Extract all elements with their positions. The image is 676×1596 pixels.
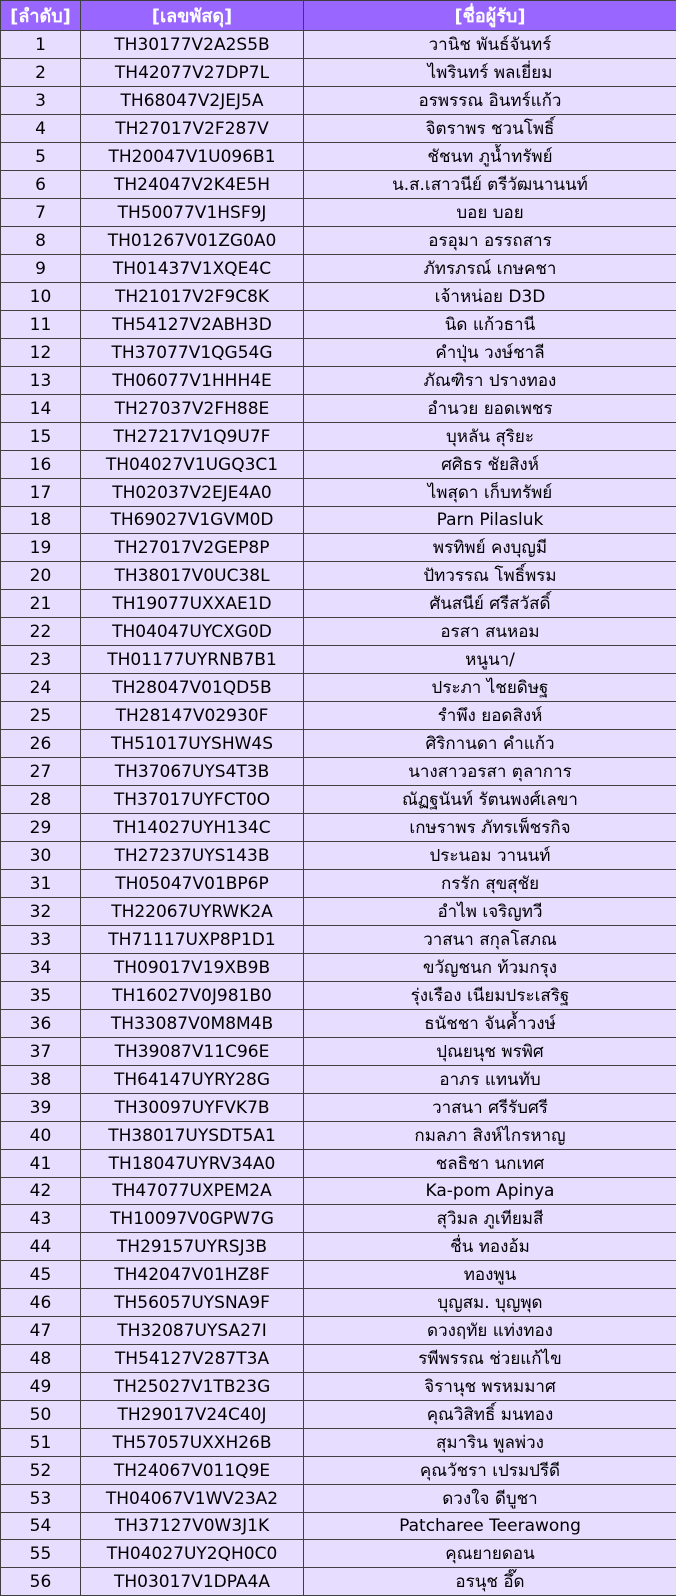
recipient-name-cell: Patcharee Teerawong — [304, 1513, 676, 1540]
order-number-cell: 25 — [1, 702, 81, 730]
recipient-name-cell: ปุณยนุช พรพิศ — [304, 1038, 676, 1066]
recipient-name-cell: ขวัญชนก ท้วมกรุง — [304, 954, 676, 982]
table-row — [1, 926, 676, 954]
order-number-cell: 52 — [1, 1457, 81, 1485]
recipient-name-cell: เจ้าหน่อย D3D — [304, 283, 676, 311]
order-number-cell: 3 — [1, 87, 81, 115]
tracking-number-cell: TH38017V0UC38L — [81, 562, 304, 590]
table-row — [1, 590, 676, 618]
table-row — [1, 479, 676, 507]
table-row — [1, 1150, 676, 1178]
table-row — [1, 311, 676, 339]
tracking-number-cell: TH54127V287T3A — [81, 1345, 304, 1373]
table-row — [1, 87, 676, 115]
tracking-number-cell: TH29017V24C40J — [81, 1401, 304, 1429]
tracking-number-cell: TH27017V2GEP8P — [81, 534, 304, 562]
table-row — [1, 1233, 676, 1261]
order-number-cell: 45 — [1, 1261, 81, 1289]
recipient-name-cell: Parn Pilasluk — [304, 507, 676, 534]
order-number-cell: 46 — [1, 1289, 81, 1317]
table-row — [1, 59, 676, 87]
order-number-cell: 36 — [1, 1010, 81, 1038]
table-row — [1, 842, 676, 870]
tracking-number-cell: TH27217V1Q9U7F — [81, 423, 304, 451]
tracking-number-cell: TH03017V1DPA4A — [81, 1568, 304, 1596]
table-row — [1, 451, 676, 479]
order-number-cell: 53 — [1, 1485, 81, 1513]
table-row — [1, 31, 676, 59]
order-number-cell: 11 — [1, 311, 81, 339]
header-order-number: [ลำดับ] — [1, 1, 81, 31]
order-number-cell: 8 — [1, 227, 81, 255]
order-number-cell: 19 — [1, 534, 81, 562]
tracking-number-cell: TH37067UYS4T3B — [81, 758, 304, 786]
tracking-number-cell: TH16027V0J981B0 — [81, 982, 304, 1010]
recipient-name-cell: ดวงฤทัย แท่งทอง — [304, 1317, 676, 1345]
recipient-name-cell: วาสนา สกุลโสภณ — [304, 926, 676, 954]
table-row — [1, 367, 676, 395]
table-row — [1, 1373, 676, 1401]
tracking-number-cell: TH50077V1HSF9J — [81, 199, 304, 227]
table-row — [1, 646, 676, 674]
table-row — [1, 1457, 676, 1485]
tracking-number-cell: TH37017UYFCT0O — [81, 786, 304, 814]
tracking-number-cell: TH37077V1QG54G — [81, 339, 304, 367]
order-number-cell: 40 — [1, 1122, 81, 1150]
table-row — [1, 534, 676, 562]
recipient-name-cell: อาภร แทนทับ — [304, 1066, 676, 1094]
table-row — [1, 1122, 676, 1150]
order-number-cell: 32 — [1, 898, 81, 926]
order-number-cell: 42 — [1, 1178, 81, 1205]
recipient-name-cell: บอย บอย — [304, 199, 676, 227]
table-row — [1, 618, 676, 646]
order-number-cell: 50 — [1, 1401, 81, 1429]
tracking-number-cell: TH47077UXPEM2A — [81, 1178, 304, 1205]
recipient-name-cell: ภัณฑิรา ปรางทอง — [304, 367, 676, 395]
order-number-cell: 34 — [1, 954, 81, 982]
order-number-cell: 35 — [1, 982, 81, 1010]
recipient-name-cell: รพีพรรณ ช่วยแก้ไข — [304, 1345, 676, 1373]
recipient-name-cell: ประนอม วานนท์ — [304, 842, 676, 870]
recipient-name-cell: กรรัก สุขสุชัย — [304, 870, 676, 898]
tracking-number-cell: TH68047V2JEJ5A — [81, 87, 304, 115]
tracking-number-cell: TH56057UYSNA9F — [81, 1289, 304, 1317]
order-number-cell: 51 — [1, 1429, 81, 1457]
tracking-number-cell: TH18047UYRV34A0 — [81, 1150, 304, 1178]
table-row — [1, 954, 676, 982]
order-number-cell: 44 — [1, 1233, 81, 1261]
order-number-cell: 17 — [1, 479, 81, 507]
table-row — [1, 1261, 676, 1289]
tracking-number-cell: TH25027V1TB23G — [81, 1373, 304, 1401]
table-row — [1, 870, 676, 898]
tracking-number-cell: TH69027V1GVM0D — [81, 507, 304, 534]
recipient-name-cell: รุ่งเรือง เนียมประเสริฐ — [304, 982, 676, 1010]
order-number-cell: 21 — [1, 590, 81, 618]
table-row — [1, 1513, 676, 1540]
order-number-cell: 55 — [1, 1540, 81, 1568]
tracking-number-cell: TH30097UYFVK7B — [81, 1094, 304, 1122]
table-row — [1, 227, 676, 255]
table-header — [1, 1, 676, 31]
recipient-name-cell: ศศิธร ชัยสิงห์ — [304, 451, 676, 479]
recipient-name-cell: รำพึง ยอดสิงห์ — [304, 702, 676, 730]
table-row — [1, 283, 676, 311]
recipient-name-cell: สุมาริน พูลพ่วง — [304, 1429, 676, 1457]
tracking-number-cell: TH04067V1WV23A2 — [81, 1485, 304, 1513]
recipient-name-cell: วาสนา ศรีรับศรี — [304, 1094, 676, 1122]
recipient-name-cell: ศิริกานดา คำแก้ว — [304, 730, 676, 758]
recipient-name-cell: หนูนา/ — [304, 646, 676, 674]
table-row — [1, 199, 676, 227]
tracking-number-cell: TH28047V01QD5B — [81, 674, 304, 702]
order-number-cell: 38 — [1, 1066, 81, 1094]
recipient-name-cell: อรอุมา อรรถสาร — [304, 227, 676, 255]
tracking-number-cell: TH39087V11C96E — [81, 1038, 304, 1066]
order-number-cell: 13 — [1, 367, 81, 395]
table-row — [1, 562, 676, 590]
recipient-name-cell: อำนวย ยอดเพชร — [304, 395, 676, 423]
order-number-cell: 48 — [1, 1345, 81, 1373]
table-row — [1, 1429, 676, 1457]
table-row — [1, 1010, 676, 1038]
recipient-name-cell: บุญสม. บุญพุด — [304, 1289, 676, 1317]
table-row — [1, 730, 676, 758]
tracking-number-cell: TH32087UYSA27I — [81, 1317, 304, 1345]
tracking-number-cell: TH51017UYSHW4S — [81, 730, 304, 758]
recipient-name-cell: นิด แก้วธานี — [304, 311, 676, 339]
tracking-number-cell: TH29157UYRSJ3B — [81, 1233, 304, 1261]
table-row — [1, 674, 676, 702]
tracking-number-cell: TH10097V0GPW7G — [81, 1205, 304, 1233]
table-row — [1, 1289, 676, 1317]
table-row — [1, 143, 676, 171]
order-number-cell: 47 — [1, 1317, 81, 1345]
order-number-cell: 37 — [1, 1038, 81, 1066]
table-row — [1, 786, 676, 814]
recipient-name-cell: ไพรินทร์ พลเยี่ยม — [304, 59, 676, 87]
order-number-cell: 54 — [1, 1513, 81, 1540]
recipient-name-cell: คุณวัชรา เปรมปรีดี — [304, 1457, 676, 1485]
order-number-cell: 16 — [1, 451, 81, 479]
header-tracking-number: [เลขพัสดุ] — [81, 1, 304, 31]
order-number-cell: 12 — [1, 339, 81, 367]
recipient-name-cell: คุณวิสิทธิ์ มนทอง — [304, 1401, 676, 1429]
tracking-number-cell: TH42077V27DP7L — [81, 59, 304, 87]
recipient-name-cell: ปัทวรรณ โพธิ์พรม — [304, 562, 676, 590]
order-number-cell: 49 — [1, 1373, 81, 1401]
recipient-name-cell: สุวิมล ภูเทียมสี — [304, 1205, 676, 1233]
recipient-name-cell: ภัทรภรณ์ เกษคชา — [304, 255, 676, 283]
recipient-name-cell: ชัชนท ภูน้ำทรัพย์ — [304, 143, 676, 171]
header-row — [1, 1, 676, 31]
tracking-number-cell: TH04027V1UGQ3C1 — [81, 451, 304, 479]
table-row — [1, 255, 676, 283]
order-number-cell: 20 — [1, 562, 81, 590]
recipient-name-cell: อรสา สนหอม — [304, 618, 676, 646]
table-row — [1, 814, 676, 842]
tracking-number-cell: TH20047V1U096B1 — [81, 143, 304, 171]
recipient-name-cell: คำปุ่น วงษ์ชาลี — [304, 339, 676, 367]
tracking-number-cell: TH71117UXP8P1D1 — [81, 926, 304, 954]
recipient-name-cell: ณัฏฐนันท์ รัตนพงศ์เลขา — [304, 786, 676, 814]
recipient-name-cell: ธนัชชา จันค้ำวงษ์ — [304, 1010, 676, 1038]
table-row — [1, 423, 676, 451]
recipient-name-cell: อำไพ เจริญทวี — [304, 898, 676, 926]
tracking-number-cell: TH01267V01ZG0A0 — [81, 227, 304, 255]
order-number-cell: 5 — [1, 143, 81, 171]
order-number-cell: 15 — [1, 423, 81, 451]
order-number-cell: 23 — [1, 646, 81, 674]
recipient-name-cell: อรพรรณ อินทร์แก้ว — [304, 87, 676, 115]
recipient-name-cell: บุหลัน สุริยะ — [304, 423, 676, 451]
table-row — [1, 1038, 676, 1066]
order-number-cell: 39 — [1, 1094, 81, 1122]
recipient-name-cell: นางสาวอรสา ตุลาการ — [304, 758, 676, 786]
order-number-cell: 41 — [1, 1150, 81, 1178]
table-row — [1, 702, 676, 730]
tracking-number-cell: TH33087V0M8M4B — [81, 1010, 304, 1038]
order-number-cell: 2 — [1, 59, 81, 87]
tracking-number-cell: TH06077V1HHH4E — [81, 367, 304, 395]
order-number-cell: 22 — [1, 618, 81, 646]
recipient-name-cell: ประภา ไชยดิษฐ — [304, 674, 676, 702]
tracking-number-cell: TH57057UXXH26B — [81, 1429, 304, 1457]
tracking-number-cell: TH01437V1XQE4C — [81, 255, 304, 283]
recipient-name-cell: ทองพูน — [304, 1261, 676, 1289]
order-number-cell: 30 — [1, 842, 81, 870]
order-number-cell: 27 — [1, 758, 81, 786]
recipient-name-cell: คุณยายดอน — [304, 1540, 676, 1568]
order-number-cell: 31 — [1, 870, 81, 898]
table-row — [1, 1485, 676, 1513]
recipient-name-cell: จิรานุช พรหมมาศ — [304, 1373, 676, 1401]
recipient-name-cell: ชื่น ทองอ้ม — [304, 1233, 676, 1261]
recipient-name-cell: จิตราพร ชวนโพธิ์ — [304, 115, 676, 143]
order-number-cell: 28 — [1, 786, 81, 814]
recipient-name-cell: อรนุช อึ๊ด — [304, 1568, 676, 1596]
table-row — [1, 1540, 676, 1568]
table-row — [1, 1094, 676, 1122]
order-number-cell: 1 — [1, 31, 81, 59]
table-row — [1, 1205, 676, 1233]
order-number-cell: 56 — [1, 1568, 81, 1596]
table-row — [1, 395, 676, 423]
recipient-name-cell: เกษราพร ภัทรเพ็ชรกิจ — [304, 814, 676, 842]
table-row — [1, 1401, 676, 1429]
order-number-cell: 18 — [1, 507, 81, 534]
order-number-cell: 33 — [1, 926, 81, 954]
tracking-number-cell: TH24067V011Q9E — [81, 1457, 304, 1485]
recipient-name-cell: ดวงใจ ดีบูชา — [304, 1485, 676, 1513]
header-recipient-name: [ชื่อผู้รับ] — [304, 1, 676, 31]
tracking-number-cell: TH09017V19XB9B — [81, 954, 304, 982]
tracking-number-cell: TH22067UYRWK2A — [81, 898, 304, 926]
tracking-number-cell: TH54127V2ABH3D — [81, 311, 304, 339]
tracking-number-cell: TH02037V2EJE4A0 — [81, 479, 304, 507]
recipient-name-cell: น.ส.เสาวนีย์ ตรีวัฒนานนท์ — [304, 171, 676, 199]
table-row — [1, 1345, 676, 1373]
tracking-number-cell: TH38017UYSDT5A1 — [81, 1122, 304, 1150]
tracking-number-cell: TH21017V2F9C8K — [81, 283, 304, 311]
table-row — [1, 1066, 676, 1094]
order-number-cell: 9 — [1, 255, 81, 283]
recipient-name-cell: พรทิพย์ คงบุญมี — [304, 534, 676, 562]
table-body — [1, 31, 676, 1596]
order-number-cell: 29 — [1, 814, 81, 842]
tracking-number-cell: TH30177V2A2S5B — [81, 31, 304, 59]
tracking-number-cell: TH27237UYS143B — [81, 842, 304, 870]
tracking-number-cell: TH24047V2K4E5H — [81, 171, 304, 199]
table-row — [1, 898, 676, 926]
order-number-cell: 6 — [1, 171, 81, 199]
recipient-name-cell: ศันสนีย์ ศรีสวัสดิ์ — [304, 590, 676, 618]
tracking-number-cell: TH27017V2F287V — [81, 115, 304, 143]
order-number-cell: 7 — [1, 199, 81, 227]
table-row — [1, 1178, 676, 1205]
recipient-name-cell: ชลธิชา นกเทศ — [304, 1150, 676, 1178]
table-row — [1, 982, 676, 1010]
order-number-cell: 26 — [1, 730, 81, 758]
table-row — [1, 115, 676, 143]
tracking-number-cell: TH64147UYRY28G — [81, 1066, 304, 1094]
tracking-number-cell: TH28147V02930F — [81, 702, 304, 730]
order-number-cell: 10 — [1, 283, 81, 311]
recipient-name-cell: ไพสุดา เก็บทรัพย์ — [304, 479, 676, 507]
order-number-cell: 43 — [1, 1205, 81, 1233]
tracking-number-cell: TH04027UY2QH0C0 — [81, 1540, 304, 1568]
table-row — [1, 507, 676, 534]
order-number-cell: 24 — [1, 674, 81, 702]
tracking-number-cell: TH19077UXXAE1D — [81, 590, 304, 618]
table-row — [1, 171, 676, 199]
order-number-cell: 4 — [1, 115, 81, 143]
tracking-number-cell: TH42047V01HZ8F — [81, 1261, 304, 1289]
tracking-number-cell: TH14027UYH134C — [81, 814, 304, 842]
table-row — [1, 339, 676, 367]
order-number-cell: 14 — [1, 395, 81, 423]
tracking-number-cell: TH27037V2FH88E — [81, 395, 304, 423]
tracking-number-cell: TH37127V0W3J1K — [81, 1513, 304, 1540]
tracking-number-cell: TH01177UYRNB7B1 — [81, 646, 304, 674]
tracking-number-cell: TH04047UYCXG0D — [81, 618, 304, 646]
recipient-name-cell: วานิช พันธ์จันทร์ — [304, 31, 676, 59]
recipient-name-cell: Ka-pom Apinya — [304, 1178, 676, 1205]
table-row — [1, 758, 676, 786]
tracking-number-cell: TH05047V01BP6P — [81, 870, 304, 898]
table-row — [1, 1317, 676, 1345]
recipient-name-cell: กมลภา สิงห์ไกรหาญ — [304, 1122, 676, 1150]
table-row — [1, 1568, 676, 1596]
